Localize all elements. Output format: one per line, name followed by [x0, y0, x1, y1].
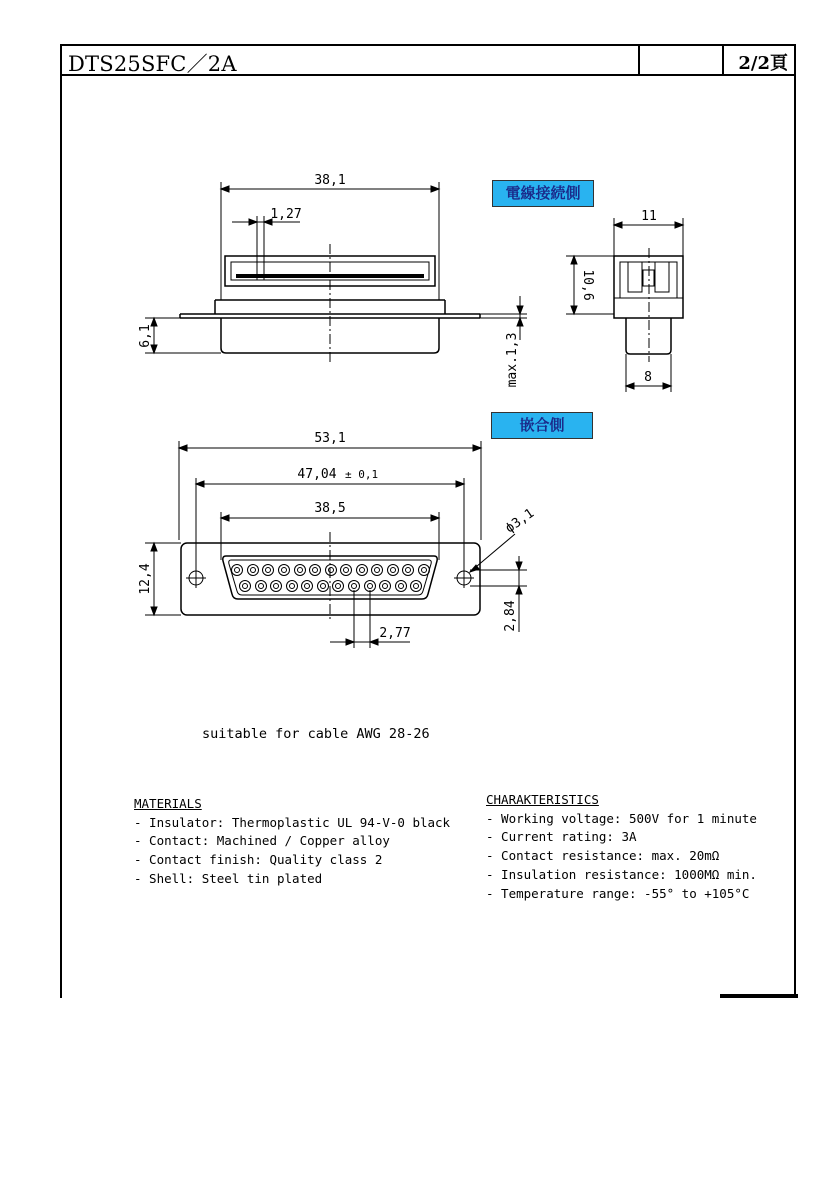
characteristics-title: CHARAKTERISTICS — [486, 792, 599, 807]
dim-shell-width: 38,5 — [314, 501, 346, 516]
materials-item: - Shell: Steel tin plated — [134, 870, 323, 886]
dim-hole-dia: ϕ3,1 — [502, 506, 538, 537]
materials-item: - Contact finish: Quality class 2 — [134, 852, 383, 868]
dim-side-bottom: 8 — [644, 370, 652, 385]
drawing-title: DTS25SFC／2A — [68, 52, 237, 76]
dim-front-height: 12,4 — [138, 563, 153, 595]
materials-item: - Contact: Machined / Copper alloy — [134, 833, 390, 849]
dim-side-height: 10,6 — [580, 269, 595, 301]
dim-flange-height: 6,1 — [138, 324, 153, 348]
characteristics-item: - Insulation resistance: 1000MΩ min. — [486, 866, 757, 882]
dim-hole-spacing-tol: ± 0,1 — [345, 468, 379, 481]
characteristics-item: - Temperature range: -55° to +105°C — [486, 885, 750, 901]
page-number: 2/2頁 — [738, 53, 788, 74]
dim-max-thickness: max.1,3 — [505, 332, 520, 388]
dim-side-width: 11 — [641, 209, 657, 224]
dim-top-width: 38,1 — [314, 173, 346, 188]
characteristics-block — [486, 791, 757, 903]
materials-block — [134, 795, 450, 889]
dim-pitch-top: 1,27 — [270, 207, 302, 222]
dim-row-spacing: 2,84 — [503, 600, 518, 632]
characteristics-item: - Contact resistance: max. 20mΩ — [486, 848, 720, 864]
cable-note: suitable for cable AWG 28-26 — [202, 726, 430, 742]
mating-side-badge: 嵌合側 — [491, 412, 593, 439]
cable-side-badge: 電線接続側 — [492, 180, 594, 207]
characteristics-item: - Current rating: 3A — [486, 829, 637, 845]
materials-item: - Insulator: Thermoplastic UL 94-V-0 black — [134, 814, 451, 830]
characteristics-item: - Working voltage: 500V for 1 minute — [486, 810, 757, 826]
materials-title: MATERIALS — [134, 796, 202, 811]
dim-hole-spacing: 47,04 — [297, 467, 337, 482]
dim-overall-width: 53,1 — [314, 431, 346, 446]
dim-pin-pitch: 2,77 — [379, 626, 411, 641]
